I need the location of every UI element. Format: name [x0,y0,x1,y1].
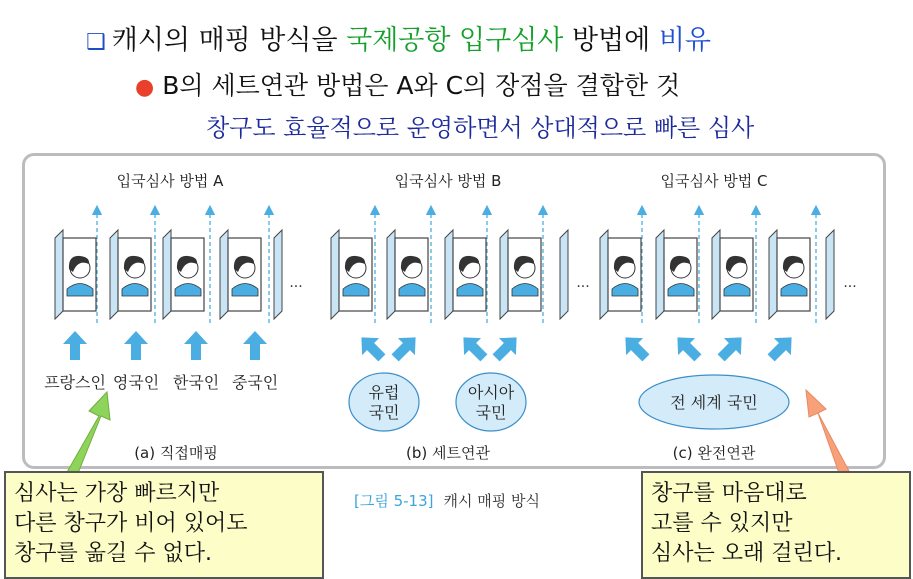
nationality-label: 중국인 [231,373,279,392]
group-europe [349,373,419,431]
inspection-booth [220,230,261,319]
booth-side [274,230,282,319]
inspection-booth-partial [560,230,568,319]
subpoint-text: B의 세트연관 방법은 A와 C의 장점을 결합한 것 [162,71,681,100]
inspection-booth [331,230,372,319]
booth-side [110,230,118,319]
section-title-c: 입국심사 방법 C [660,172,768,190]
note-left [4,471,324,579]
headline-highlight-airport: 국제공항 입구심사 [346,25,564,56]
ellipsis-a: ... [289,275,303,291]
headline-part3: 방법에 [563,25,659,56]
booth-side [560,230,568,319]
inspection-booth [387,230,428,319]
headline-part1: 캐시의 매핑 방식을 [111,25,347,56]
passenger-arrow [669,329,706,366]
note-right [641,471,911,579]
booths [55,230,834,319]
passenger-arrow [455,329,492,366]
emphasis-text: 창구도 효율적으로 운영하면서 상대적으로 빠른 심사 [206,114,755,142]
group-europe-label: 국민 [368,403,400,422]
inspection-booth [600,230,641,319]
booth-side [331,230,339,319]
inspection-booth [445,230,486,319]
inspection-booth-partial [274,230,282,319]
passenger-arrow [617,329,654,366]
note-right-line: 창구를 마음대로 [651,481,807,506]
passenger-arrow [63,331,87,360]
nationality-label: 영국인 [112,373,160,392]
passenger-arrow [243,331,267,360]
ellipsis-c: ... [843,275,857,291]
passenger-arrow [488,329,525,366]
note-left-line: 심사는 가장 빠르지만 [14,481,220,506]
note-left-line: 창구를 옮길 수 없다. [14,541,212,566]
booth-side [387,230,395,319]
booth-side [163,230,171,319]
booth-side [445,230,453,319]
inspection-booth [55,230,96,319]
ellipsis-b: ... [576,275,590,291]
booth-side [500,230,508,319]
section-caption-a: (a) 직접매핑 [134,444,218,462]
booth-side [600,230,608,319]
booth-side [712,230,720,319]
red-dot-icon: ● [135,75,155,100]
group-world-label: 전 세계 국민 [670,393,758,412]
group-asia [456,373,526,431]
inspection-booth [110,230,151,319]
inspection-booth [500,230,541,319]
passenger-arrow [713,329,750,366]
group-europe-label: 유럽 [368,383,400,402]
passenger-arrow [763,329,800,366]
headline-highlight-analogy: 비유 [658,25,711,56]
section-title-a: 입국심사 방법 A [116,172,224,190]
inspection-booth [656,230,697,319]
note-left-line: 다른 창구가 비어 있어도 [14,511,248,536]
inspection-booth-partial [826,230,834,319]
section-caption-b: (b) 세트연관 [406,444,490,462]
booth-side [656,230,664,319]
passenger-arrow [184,331,208,360]
nationality-label: 한국인 [172,373,220,392]
figure-title: 캐시 매핑 방식 [443,492,540,510]
group-asia-label: 아시아 [467,383,515,402]
passenger-arrow [387,329,424,366]
booth-side [769,230,777,319]
booth-side [826,230,834,319]
inspection-booth [712,230,753,319]
note-right-line: 고를 수 있지만 [651,511,793,536]
section-title-b: 입국심사 방법 B [394,172,502,190]
booth-side [220,230,228,319]
booth-side [55,230,63,319]
figure-number: [그림 5-13] [354,492,434,510]
nationality-label: 프랑스인 [44,373,106,392]
inspection-booth [769,230,810,319]
figure-caption [354,490,540,511]
section-caption-c: (c) 완전연관 [672,444,756,462]
passenger-arrow [124,331,148,360]
note-right-arrow [806,390,850,476]
square-bullet-icon: ❑ [86,30,106,55]
group-asia-label: 국민 [475,403,507,422]
note-right-line: 심사는 오래 걸린다. [651,541,842,566]
passenger-arrow [353,329,390,366]
inspection-booth [163,230,204,319]
